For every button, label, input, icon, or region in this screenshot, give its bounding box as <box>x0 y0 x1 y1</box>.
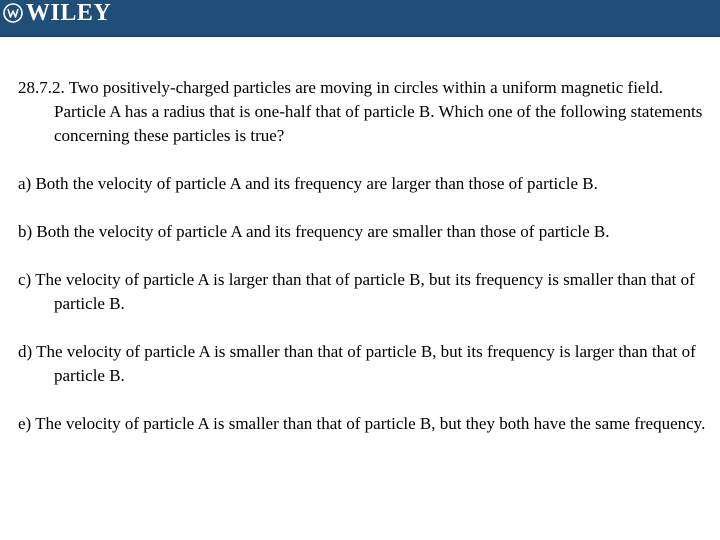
option-c[interactable]: c) The velocity of particle A is larger than that of particle B, but its frequency is smaller than that of particle B. <box>18 270 695 313</box>
wiley-emblem-icon <box>2 2 24 24</box>
question-content <box>18 76 708 436</box>
option-d[interactable]: d) The velocity of particle A is smaller than that of particle B, but its frequency is larger than that of particle B. <box>18 342 696 385</box>
option-b[interactable]: b) Both the velocity of particle A and its frequency are smaller than those of particle B. <box>18 222 610 241</box>
wiley-logo <box>2 1 111 25</box>
header-bar <box>0 0 720 37</box>
option-e[interactable]: e) The velocity of particle A is smaller than that of particle B, but they both have the same frequency. <box>18 414 706 433</box>
question-text: 28.7.2. Two positively-charged particles are moving in circles within a uniform magnetic field. Particle A has a radius that is one-half that of particle B. Which one of the following statements concerning these particles is true? <box>18 78 703 145</box>
option-a[interactable]: a) Both the velocity of particle A and its frequency are larger than those of particle B. <box>18 174 598 193</box>
logo-text: WILEY <box>26 0 112 26</box>
